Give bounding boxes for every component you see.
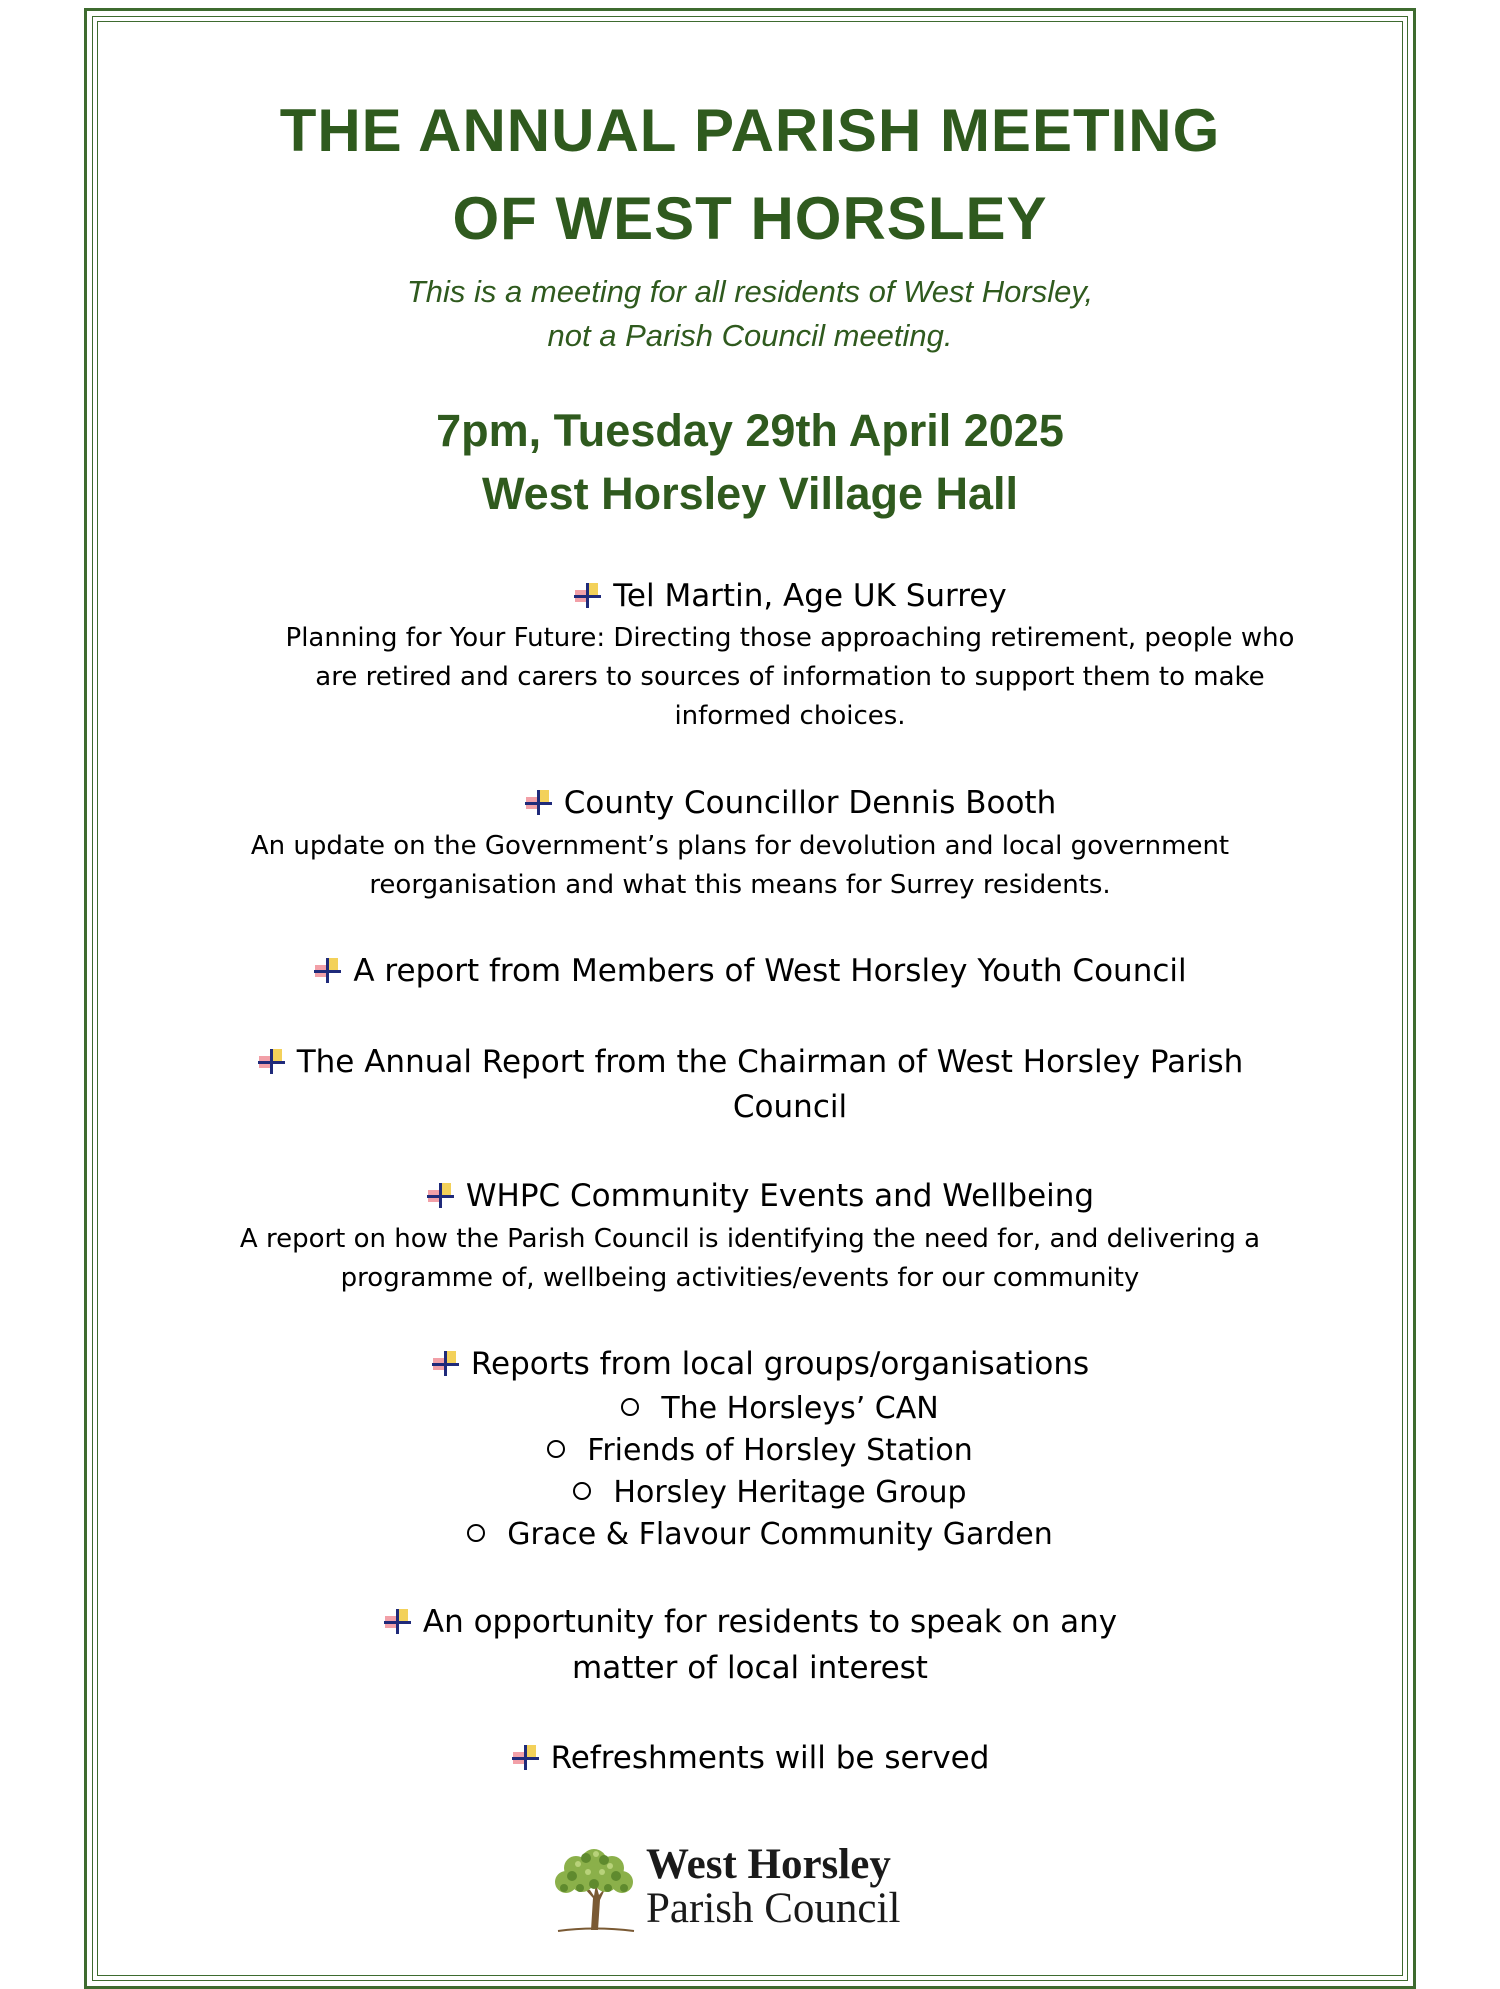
agenda-item-3 <box>0 953 1500 989</box>
agenda-item-5-desc-2: programme of, wellbeing activities/events for our community <box>340 1263 1140 1293</box>
agenda-item-7-heading-1: An opportunity for residents to speak on any <box>422 1604 1118 1640</box>
agenda-item-2-desc-2: reorganisation and what this means for Surrey residents. <box>369 870 1111 900</box>
agenda-item-1-desc-2: are retired and carers to sources of information to support them to make <box>315 662 1265 692</box>
agenda-item-6-heading: Reports from local groups/organisations <box>470 1346 1090 1382</box>
bullet-icon <box>426 1181 456 1209</box>
agenda-item-8-heading: Refreshments will be served <box>550 1740 990 1776</box>
logo-line-1: West Horsley <box>646 1841 891 1888</box>
parish-council-logo <box>544 1840 964 1940</box>
agenda-item-6 <box>10 1346 1500 1382</box>
agenda-item-1 <box>40 578 1500 614</box>
bullet-icon <box>524 788 554 816</box>
meeting-venue: West Horsley Village Hall <box>481 468 1019 519</box>
agenda-item-8 <box>0 1740 1500 1776</box>
circle-bullet-icon <box>573 1482 591 1500</box>
agenda-item-4-heading-1: The Annual Report from the Chairman of West Horsley Parish <box>296 1044 1244 1080</box>
circle-bullet-icon <box>621 1398 639 1416</box>
agenda-item-1-heading: Tel Martin, Age UK Surrey <box>613 578 1007 614</box>
subtitle-line-2: not a Parish Council meeting. <box>547 318 953 353</box>
title-line-2: OF WEST HORSLEY <box>452 185 1048 252</box>
agenda-item-4 <box>0 1044 1500 1080</box>
agenda-item-2 <box>40 785 1500 821</box>
logo-line-2: Parish Council <box>646 1885 901 1932</box>
tree-icon <box>544 1840 644 1940</box>
bullet-icon <box>313 956 343 984</box>
circle-bullet-icon <box>547 1440 565 1458</box>
agenda-item-1-desc-3: informed choices. <box>674 701 906 731</box>
agenda-item-3-heading: A report from Members of West Horsley Youth Council <box>353 953 1187 989</box>
title-line-1: THE ANNUAL PARISH MEETING <box>279 97 1221 164</box>
meeting-datetime: 7pm, Tuesday 29th April 2025 <box>436 405 1064 456</box>
agenda-item-5 <box>10 1178 1500 1214</box>
list-item: Grace & Flavour Community Garden <box>10 1517 1500 1552</box>
agenda-item-7-heading-2: matter of local interest <box>572 1650 928 1686</box>
list-item: Friends of Horsley Station <box>10 1433 1500 1468</box>
agenda-item-4-heading-2: Council <box>732 1089 848 1125</box>
agenda-item-5-heading: WHPC Community Events and Wellbeing <box>465 1178 1095 1214</box>
agenda-item-1-desc-1: Planning for Your Future: Directing those approaching retirement, people who <box>285 623 1295 653</box>
agenda-item-5-desc-1: A report on how the Parish Council is identifying the need for, and delivering a <box>239 1224 1261 1254</box>
bullet-icon <box>257 1047 287 1075</box>
agenda-item-2-heading: County Councillor Dennis Booth <box>563 785 1057 821</box>
agenda-item-7 <box>0 1604 1500 1640</box>
bullet-icon <box>511 1743 541 1771</box>
list-item: The Horsleys’ CAN <box>30 1391 1500 1426</box>
subtitle-line-1: This is a meeting for all residents of West Horsley, <box>406 274 1094 309</box>
list-item: Horsley Heritage Group <box>20 1475 1500 1510</box>
circle-bullet-icon <box>467 1524 485 1542</box>
bullet-icon <box>431 1349 461 1377</box>
agenda-item-2-desc-1: An update on the Government’s plans for devolution and local government <box>250 831 1230 861</box>
bullet-icon <box>383 1607 413 1635</box>
bullet-icon <box>573 581 603 609</box>
